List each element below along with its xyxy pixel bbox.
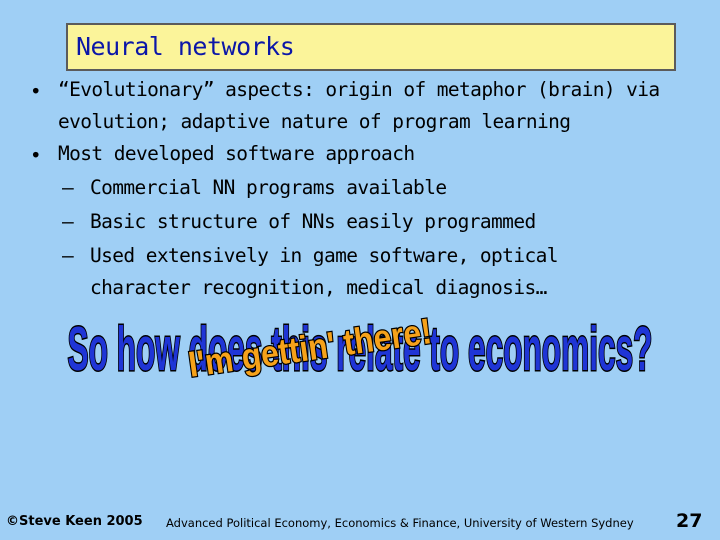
wordart-overlay-text: I'm gettin' there! — [185, 305, 466, 385]
wordart-graphic — [60, 288, 660, 398]
bullet-icon: • — [30, 80, 41, 103]
bullet-line: evolution; adaptive nature of program learning — [58, 110, 571, 133]
sub-bullet-line: character recognition, medical diagnosis… — [90, 276, 547, 299]
wordart-main-text: So how does this relate to economics? — [67, 315, 653, 384]
dash-icon: – — [62, 244, 74, 267]
footer-author: ©Steve Keen 2005 — [6, 514, 143, 529]
footer-course: Advanced Political Economy, Economics & Finance, University of Western Sydney — [166, 516, 634, 530]
sub-bullet-line: Used extensively in game software, optical — [90, 244, 558, 267]
sub-bullet-line: Commercial NN programs available — [90, 176, 447, 199]
page-number: 27 — [676, 510, 703, 532]
title-box — [66, 23, 676, 71]
dash-icon: – — [62, 176, 74, 199]
slide-title: Neural networks — [76, 32, 295, 61]
bullet-line: Most developed software approach — [58, 142, 415, 165]
sub-bullet-line: Basic structure of NNs easily programmed — [90, 210, 536, 233]
bullet-line: “Evolutionary” aspects: origin of metaphor (brain) via — [58, 78, 660, 101]
bullet-icon: • — [30, 144, 41, 167]
dash-icon: – — [62, 210, 74, 233]
